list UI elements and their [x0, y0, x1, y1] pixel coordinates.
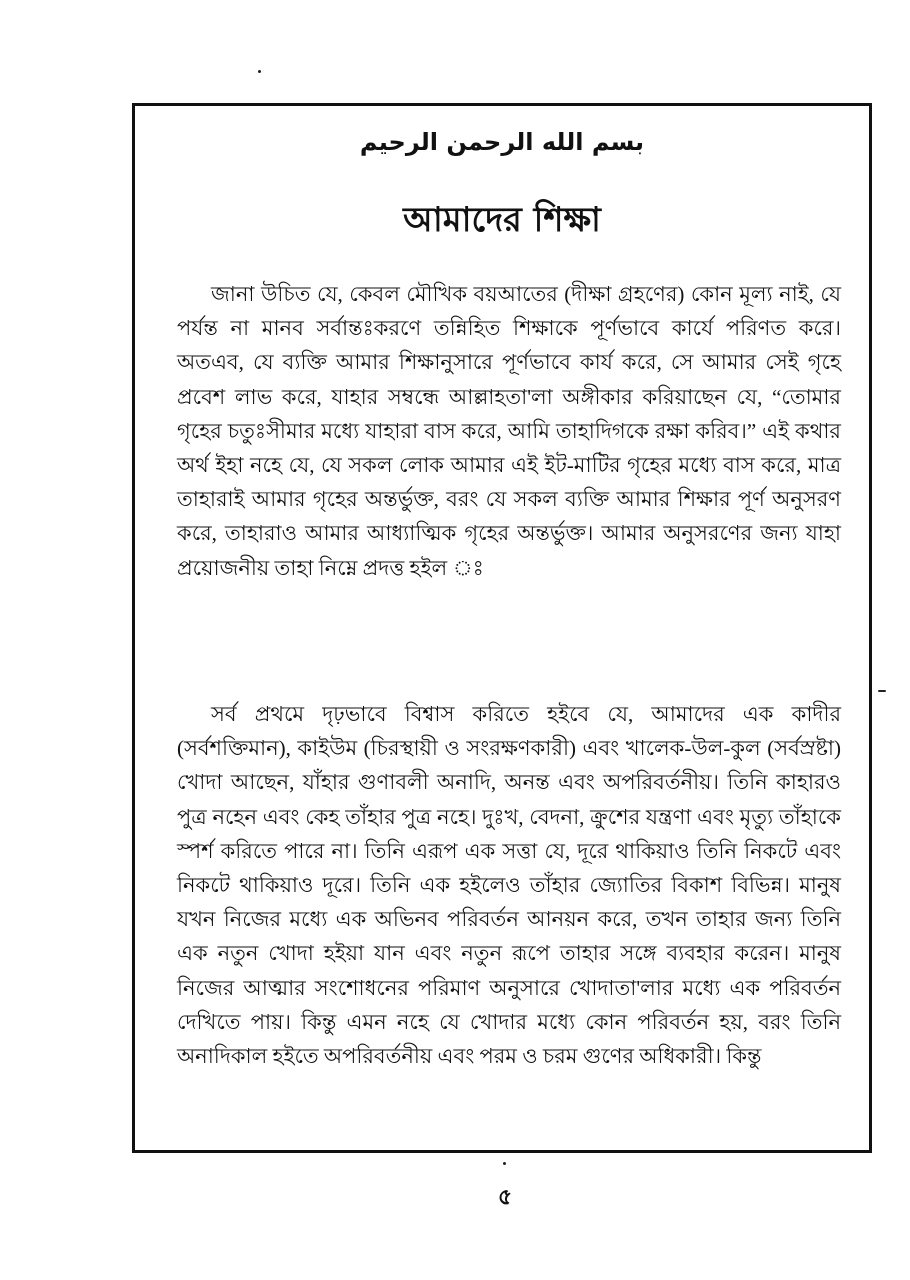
page-number: ৫: [497, 1184, 513, 1210]
page-border-frame: [132, 103, 872, 1153]
page-title: আমাদের শিক্ষা: [403, 200, 601, 240]
scan-speck: [503, 1162, 506, 1165]
scan-speck: [878, 690, 886, 692]
paragraph-2: সর্ব প্রথমে দৃঢ়ভাবে বিশ্বাস করিতে হইবে যে, আমাদের এক কাদীর (সর্বশক্তিমান), কাইউম (চিরস্থায়ী ও সংরক্ষণকারী) এবং খালেক-উল-কুল (সর্বস্রষ্টা) খোদা আছেন, যাঁহার গুণাবলী অনাদি, অনন্ত এবং অপরিবর্তনীয়। তিনি কাহারও পুত্র নহেন এবং কেহ তাঁহার পুত্র নহে। দুঃখ, বেদনা, ক্রুশের যন্ত্রণা এবং মৃত্যু তাঁহাকে স্পর্শ করিতে পারে না। তিনি এরূপ এক সত্তা যে, দূরে থাকিয়াও তিনি নিকটে এবং নিকটে থাকিয়াও দূরে। তিনি এক হইলেও তাঁহার জ্যোতির বিকাশ বিভিন্ন। মানুষ যখন নিজের মধ্যে এক অভিনব পরিবর্তন আনয়ন করে, তখন তাহার জন্য তিনি এক নতুন খোদা হইয়া যান এবং নতুন রূপে তাহার সঙ্গে ব্যবহার করেন। মানুষ নিজের আত্মার সংশোধনের পরিমাণ অনুসারে খোদাতা'লার মধ্যে এক পরিবর্তন দেখিতে পায়। কিন্তু এমন নহে যে খোদার মধ্যে কোন পরিবর্তন হয়, বরং তিনি অনাদিকাল হইতে অপরিবর্তনীয় এবং পরম ও চরম গুণের অধিকারী। কিন্তু: [177, 702, 841, 1069]
paragraph-1: জানা উচিত যে, কেবল মৌখিক বয়আতের (দীক্ষা গ্রহণের) কোন মূল্য নাই, যে পর্যন্ত না মানব সর্বান্তঃকরণে তন্নিহিত শিক্ষাকে পূর্ণভাবে কার্যে পরিণত করে। অতএব, যে ব্যক্তি আমার শিক্ষানুসারে পূর্ণভাবে কার্য করে, সে আমার সেই গৃহে প্রবেশ লাভ করে, যাহার সম্বন্ধে আল্লাহতা'লা অঙ্গীকার করিয়াছেন যে, “তোমার গৃহের চতুঃসীমার মধ্যে যাহারা বাস করে, আমি তাহাদিগকে রক্ষা করিব।” এই কথার অর্থ ইহা নহে যে, যে সকল লোক আমার এই ইট-মাটির গৃহের মধ্যে বাস করে, মাত্র তাহারাই আমার গৃহের অন্তর্ভুক্ত, বরং যে সকল ব্যক্তি আমার শিক্ষার পূর্ণ অনুসরণ করে, তাহারাও আমার আধ্যাত্মিক গৃহের অন্তর্ভুক্ত। আমার অনুসরণের জন্য যাহা প্রয়োজনীয় তাহা নিম্নে প্রদত্ত হইল ঃ: [177, 282, 841, 580]
scan-speck: [258, 70, 261, 73]
bismillah-heading: بسم الله الرحمن الرحيم: [359, 128, 645, 156]
